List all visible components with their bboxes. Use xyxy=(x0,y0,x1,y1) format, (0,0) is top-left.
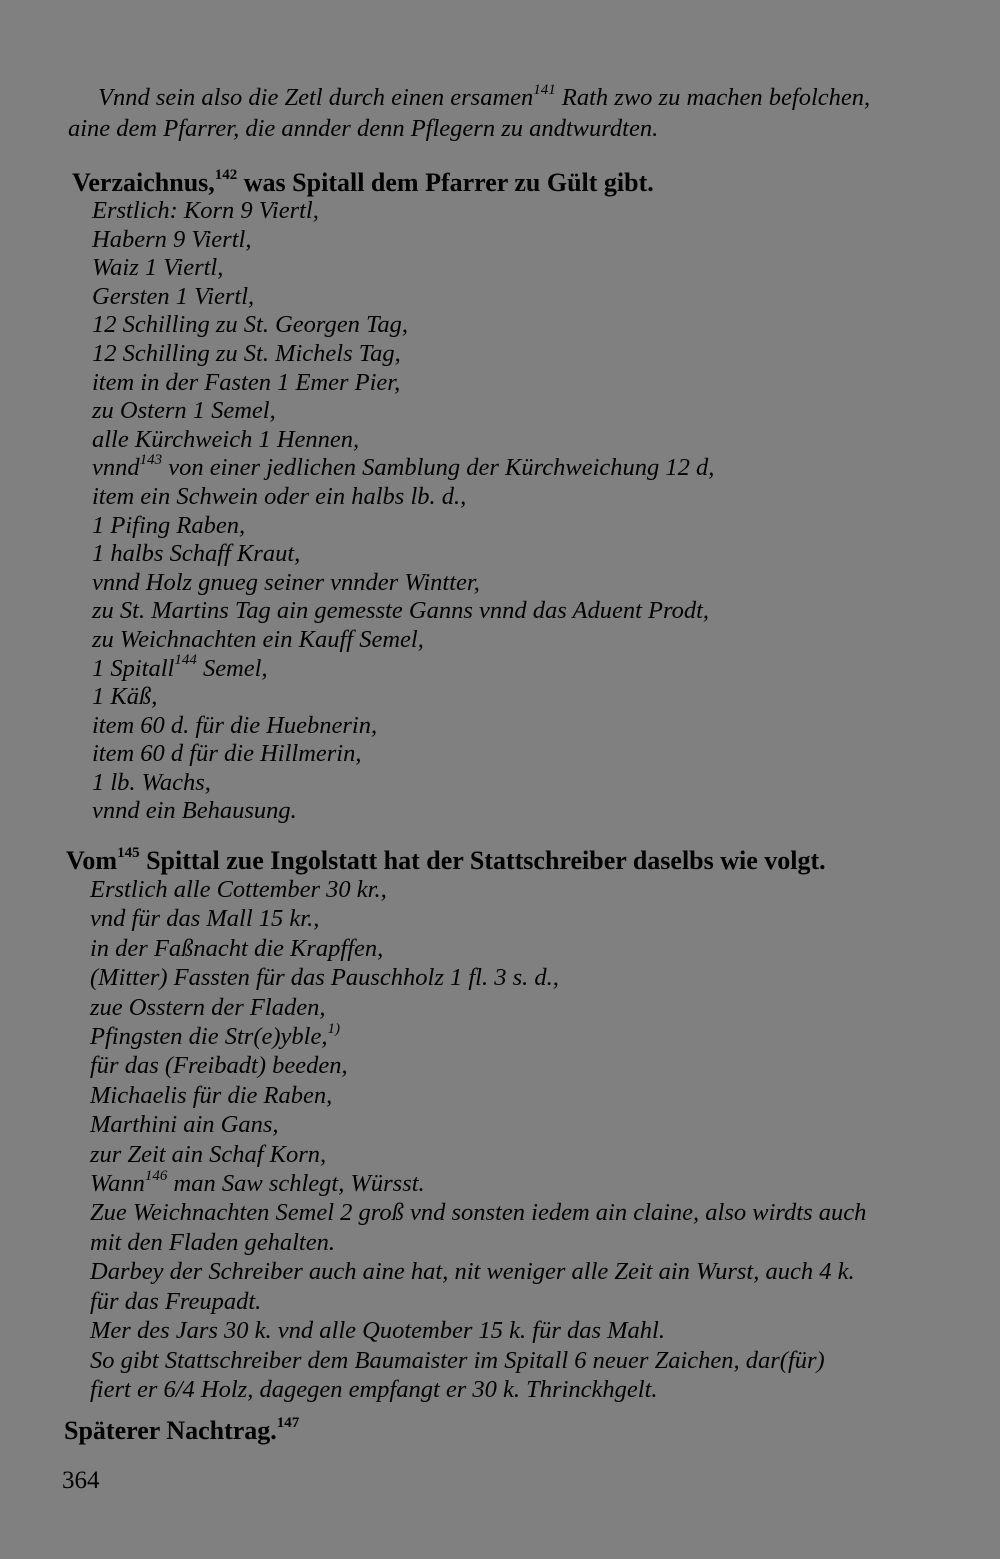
page-number: 364 xyxy=(62,1467,100,1494)
intro-text: Rath zwo zu machen befolchen, xyxy=(555,84,871,111)
list-item: Erstlich: Korn 9 Viertl, xyxy=(92,197,319,224)
list-item: 1 lb. Wachs, xyxy=(92,768,211,796)
heading-text: Vom xyxy=(66,846,118,875)
list-item: Zue Weichnachten Semel 2 groß vnd sonsten iedem ain claine, also wirdts auch xyxy=(90,1199,867,1227)
footnote-ref: 142 xyxy=(214,167,238,184)
list-item: item 60 d. für die Huebnerin, xyxy=(92,711,378,739)
list-item xyxy=(90,1169,866,1198)
list-item: item ein Schwein oder ein halbs lb. d., xyxy=(92,482,467,510)
list-item: So gibt Stattschreiber dem Baumaister im Spitall 6 neuer Zaichen, dar(für) xyxy=(90,1346,825,1374)
list-item: für das (Freibadt) beeden, xyxy=(90,1052,348,1080)
list-item: item in der Fasten 1 Emer Pier, xyxy=(92,368,401,396)
list-item: 1 Pifing Raben, xyxy=(92,511,246,539)
item-text: vnnd xyxy=(92,454,140,482)
heading-text: Spittal zue Ingolstatt hat der Stattschreiber daselbs wie volgt. xyxy=(139,846,826,875)
list-item: zu Weichnachten ein Kauff Semel, xyxy=(92,625,424,653)
list-item: vnd für das Mall 15 kr., xyxy=(90,905,320,933)
list-item: vnnd ein Behausung. xyxy=(92,797,297,825)
heading-text: was Spitall dem Pfarrer zu Gült gibt. xyxy=(237,168,654,197)
item-text: Wann xyxy=(90,1170,145,1198)
list-item: für das Freupadt. xyxy=(90,1287,262,1315)
list-item: Darbey der Schreiber auch aine hat, nit weniger alle Zeit ain Wurst, auch 4 k. xyxy=(90,1258,855,1286)
list-item: zu St. Martins Tag ain gemesste Ganns vnnd das Aduent Prodt, xyxy=(92,597,710,625)
footnote-ref: 143 xyxy=(139,452,163,469)
list-item xyxy=(90,1022,866,1051)
list-item: zur Zeit ain Schaf Korn, xyxy=(90,1140,327,1168)
list-item: 1 halbs Schaff Kraut, xyxy=(92,540,301,568)
footnote-ref: 141 xyxy=(533,81,556,98)
list-item: 12 Schilling zu St. Georgen Tag, xyxy=(92,311,409,339)
list-item: zu Ostern 1 Semel, xyxy=(92,397,276,425)
heading-text: Späterer Nachtrag. xyxy=(64,1416,277,1445)
item-text: Semel, xyxy=(196,654,268,682)
footnote-ref: 147 xyxy=(276,1415,300,1432)
list-item: (Mitter) Fassten für das Pauschholz 1 fl. 3 s. d., xyxy=(90,964,559,992)
list-item: Habern 9 Viertl, xyxy=(92,225,252,253)
item-text: Pfingsten die Str(e)yble, xyxy=(90,1023,328,1051)
section-heading xyxy=(64,1415,299,1446)
intro-text: Vnnd sein also die Zetl durch einen ersamen xyxy=(98,84,534,111)
list-item xyxy=(92,652,714,684)
item-text: 1 Spitall xyxy=(92,654,175,682)
item-text: man Saw schlegt, Würsst. xyxy=(167,1170,425,1198)
list-item: Mer des Jars 30 k. vnd alle Quotember 15 k. für das Mahl. xyxy=(90,1317,665,1345)
list-item: 12 Schilling zu St. Michels Tag, xyxy=(92,339,401,367)
footnote-ref: 145 xyxy=(117,845,140,862)
item-text: von einer jedlichen Samblung der Kürchweichung 12 d, xyxy=(162,454,715,482)
list-item: Gersten 1 Viertl, xyxy=(92,282,255,310)
list-item: Waiz 1 Viertl, xyxy=(92,254,224,282)
list-item: Marthini ain Gans, xyxy=(90,1111,279,1139)
list-item: item 60 d für die Hillmerin, xyxy=(92,740,362,768)
list-item: zue Osstern der Fladen, xyxy=(90,993,326,1021)
footnote-ref: 146 xyxy=(144,1167,168,1184)
section-list xyxy=(90,875,866,1404)
list-item xyxy=(92,454,714,483)
heading-text: Verzaichnus, xyxy=(72,168,215,197)
section-list xyxy=(92,197,714,826)
section-heading xyxy=(66,845,826,876)
intro-line: aine dem Pfarrer, die annder denn Pflegern zu andtwurdten. xyxy=(68,115,659,142)
section-heading xyxy=(72,167,654,198)
list-item: Erstlich alle Cottember 30 kr., xyxy=(90,876,387,903)
intro-paragraph xyxy=(68,82,938,144)
list-item: alle Kürchweich 1 Hennen, xyxy=(92,425,360,453)
footnote-ref: 1) xyxy=(327,1020,340,1037)
list-item: fiert er 6/4 Holz, dagegen empfangt er 30 k. Thrinckhgelt. xyxy=(90,1375,658,1403)
list-item: vnnd Holz gnueg seiner vnnder Wintter, xyxy=(92,568,480,596)
footnote-ref: 144 xyxy=(174,652,197,669)
list-item: Michaelis für die Raben, xyxy=(90,1081,333,1109)
list-item: in der Faßnacht die Krapffen, xyxy=(90,934,384,962)
intro-line xyxy=(68,82,938,113)
list-item: 1 Käß, xyxy=(92,683,158,711)
list-item: mit den Fladen gehalten. xyxy=(90,1228,335,1256)
